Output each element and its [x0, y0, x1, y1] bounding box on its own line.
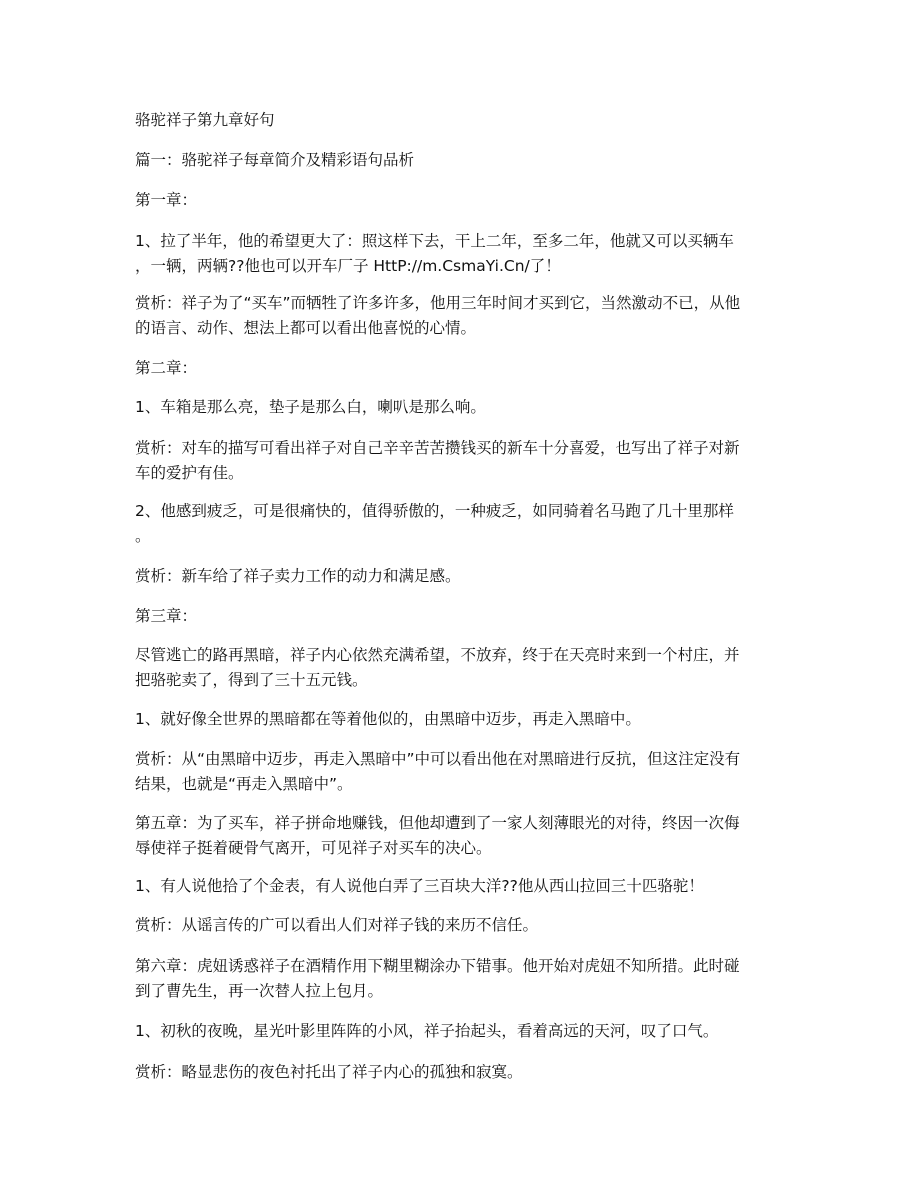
paragraph-line: 到了曹先生，再一次替人拉上包月。	[135, 982, 384, 1000]
paragraph-line: 赏析：对车的描写可看出祥子对自己辛辛苦苦攒钱买的新车十分喜爱，也写出了祥子对新	[135, 439, 740, 457]
paragraph	[135, 436, 795, 486]
paragraph-line: 1、车箱是那么亮，垫子是那么白，喇叭是那么响。	[135, 398, 486, 416]
paragraph-line: 赏析：新车给了祥子卖力工作的动力和满足感。	[135, 567, 461, 585]
paragraph	[135, 643, 795, 693]
title-text: 骆驼祥子第九章好句	[135, 111, 275, 129]
paragraph-line: 1、有人说他拾了个金表，有人说他白弄了三百块大洋??他从西山拉回三十匹骆驼！	[135, 877, 704, 895]
paragraph-line: 结果，也就是“再走入黑暗中”。	[135, 775, 353, 793]
paragraph	[135, 747, 795, 797]
paragraph	[135, 395, 795, 420]
paragraph	[135, 291, 795, 341]
paragraph	[135, 707, 795, 732]
paragraph	[135, 913, 795, 938]
paragraph-line: 第五章：为了买车，祥子拼命地赚钱，但他却遭到了一家人刻薄眼光的对待，终因一次侮	[135, 814, 740, 832]
paragraph	[135, 499, 795, 549]
paragraph-line: 尽管逃亡的路再黑暗，祥子内心依然充满希望，不放弃，终于在天亮时来到一个村庄，并	[135, 646, 740, 664]
paragraph	[135, 229, 795, 279]
paragraph-line: 1、初秋的夜晚，星光叶影里阵阵的小风，祥子抬起头，看着高远的天河，叹了口气。	[135, 1022, 719, 1040]
paragraph-line: 赏析：从谣言传的广可以看出人们对祥子钱的来历不信任。	[135, 916, 539, 934]
paragraph-line: ，一辆，两辆??他也可以开车厂子 HttP://m.CsmaYi.Cn/了！	[135, 257, 561, 275]
paragraph-line: 第一章：	[135, 191, 198, 209]
paragraph-line: 第二章：	[135, 359, 198, 377]
paragraph-line: 第六章：虎妞诱惑祥子在酒精作用下糊里糊涂办下错事。他开始对虎妞不知所措。此时碰	[135, 957, 740, 975]
paragraph-line: 1、就好像全世界的黑暗都在等着他似的，由黑暗中迈步，再走入黑暗中。	[135, 710, 641, 728]
paragraph-line: 车的爱护有佳。	[135, 464, 244, 482]
paragraph-line: 把骆驼卖了，得到了三十五元钱。	[135, 671, 368, 689]
paragraph-line: 。	[135, 527, 151, 545]
paragraph-line: 第三章：	[135, 607, 198, 625]
paragraph-line: 赏析：祥子为了“买车”而牺牲了许多许多，他用三年时间才买到它，当然激动不已，从他	[135, 294, 741, 312]
paragraph	[135, 188, 795, 213]
paragraph	[135, 811, 795, 861]
paragraph	[135, 604, 795, 629]
paragraph	[135, 954, 795, 1004]
document-title	[135, 108, 795, 133]
paragraph-line: 辱使祥子挺着硬骨气离开，可见祥子对买车的决心。	[135, 839, 492, 857]
paragraph-line: 赏析：略显悲伤的夜色衬托出了祥子内心的孤独和寂寞。	[135, 1063, 523, 1081]
paragraph	[135, 874, 795, 899]
paragraph	[135, 1060, 795, 1085]
paragraph-line: 2、他感到疲乏，可是很痛快的，值得骄傲的，一种疲乏，如同骑着名马跑了几十里那样	[135, 502, 734, 520]
paragraph	[135, 356, 795, 381]
paragraph-line: 的语言、动作、想法上都可以看出他喜悦的心情。	[135, 319, 477, 337]
paragraph	[135, 1019, 795, 1044]
paragraph	[135, 148, 795, 173]
paragraph-line: 篇一：骆驼祥子每章简介及精彩语句品析	[135, 151, 415, 169]
paragraph-line: 1、拉了半年，他的希望更大了：照这样下去，干上二年，至多二年，他就又可以买辆车	[135, 232, 734, 250]
paragraph	[135, 564, 795, 589]
paragraph-line: 赏析：从“由黑暗中迈步，再走入黑暗中”中可以看出他在对黑暗进行反抗，但这注定没有	[135, 750, 741, 768]
